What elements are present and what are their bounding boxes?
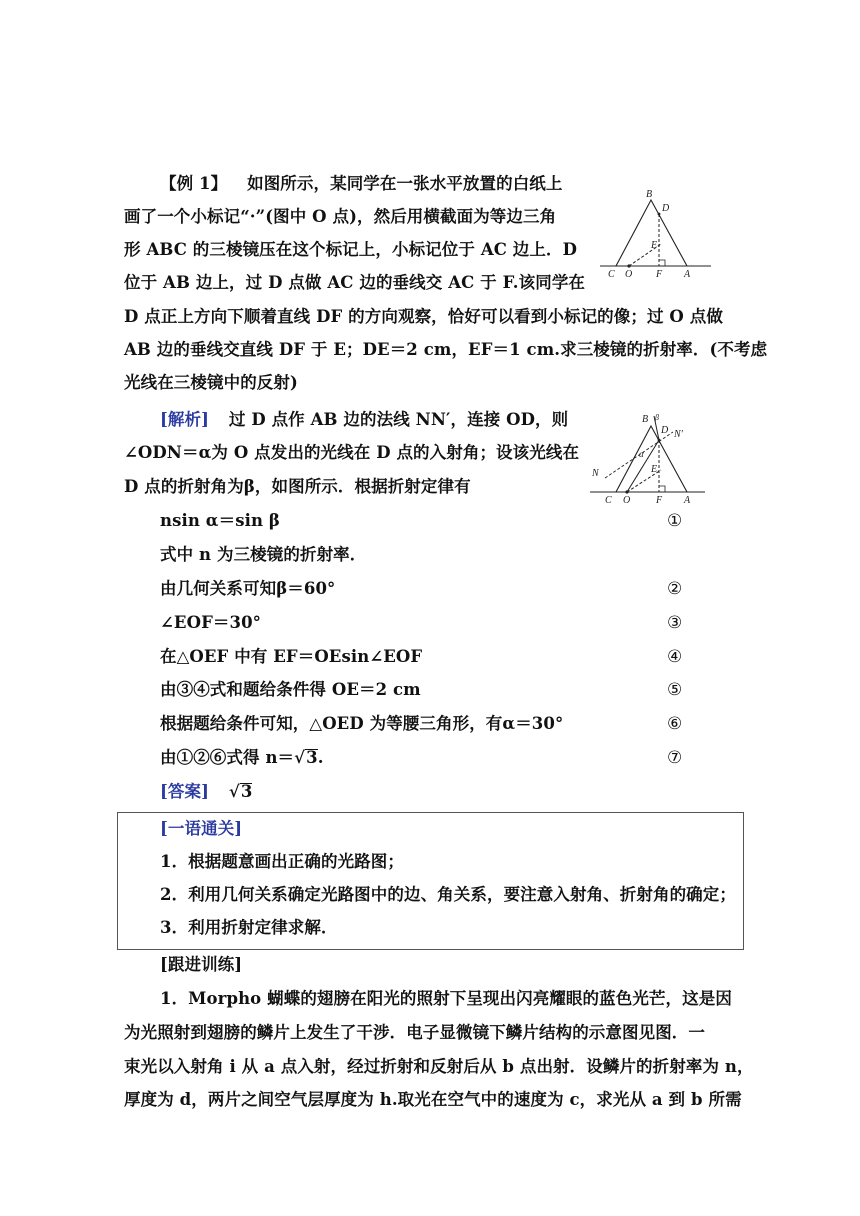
fig2-label-alpha: α <box>639 449 644 459</box>
summary-item-1: 1．根据题意画出正确的光路图； <box>160 852 404 871</box>
practice-line-4: 厚度为 d，两片之间空气层厚度为 h.取光在空气中的速度为 c，求光从 a 到 b 所需 <box>124 1090 742 1109</box>
answer-sqrt-symbol: √ <box>228 782 240 801</box>
example-line-7: 光线在三棱镜中的反射) <box>124 373 298 392</box>
equation-4: ∠EOF＝30° <box>160 613 262 632</box>
fig2-label-F: F <box>656 495 663 506</box>
solution-text: 过 D 点作 AB 边的法线 NN′，连接 OD，则 <box>228 410 569 429</box>
fig2-label-beta: β <box>655 413 659 422</box>
equation-2: 式中 n 为三棱镜的折射率． <box>160 545 367 564</box>
equation-5-number: ④ <box>667 647 683 667</box>
fig1-label-C: C <box>608 269 615 280</box>
equation-3-number: ② <box>667 579 683 599</box>
fig2-label-C: C <box>605 495 612 506</box>
sqrt-symbol: √ <box>294 748 306 767</box>
example-line-4: 位于 AB 边上，过 D 点做 AC 边的垂线交 AC 于 F.该同学在 <box>124 273 586 292</box>
fig1-label-F: F <box>656 269 663 280</box>
equation-1-number: ① <box>667 511 683 531</box>
example-tag: 【例 1】 <box>160 174 228 193</box>
solution-line-1 <box>160 408 568 432</box>
equation-6-number: ⑤ <box>667 680 683 700</box>
fig2-label-B: B <box>642 414 649 425</box>
example-line-1 <box>160 172 563 196</box>
equation-8-text: 由①②⑥式得 n＝ <box>160 748 295 767</box>
example-line-3: 形 ABC 的三棱镜压在这个标记上，小标记位于 AC 边上．D <box>124 240 578 259</box>
summary-item-3: 3．利用折射定律求解． <box>160 918 338 937</box>
equation-8 <box>160 746 324 770</box>
equation-3: 由几何关系可知β＝60° <box>160 579 336 598</box>
practice-line-2: 为光照射到翅膀的鳞片上发生了干涉．电子显微镜下鳞片结构的示意图见图．一 <box>124 1023 705 1042</box>
practice-line-1: 1．Morpho 蝴蝶的翅膀在阳光的照射下呈现出闪亮耀眼的蓝色光芒，这是因 <box>160 989 732 1008</box>
solution-line-2: ∠ODN＝α为 O 点发出的光线在 D 点的入射角；设该光线在 <box>124 443 580 462</box>
answer-value: 3 <box>240 782 253 801</box>
example-line-5: D 点正上方向下顺着直线 DF 的方向观察，恰好可以看到小标记的像；过 O 点做 <box>124 307 723 326</box>
fig2-label-A: A <box>684 495 691 506</box>
example-text: 如图所示，某同学在一张水平放置的白纸上 <box>247 174 563 193</box>
equation-7-number: ⑥ <box>667 714 683 734</box>
fig1-label-A: A <box>684 269 691 280</box>
prism-figure-2 <box>585 408 710 508</box>
example-line-2: 画了一个小标记“·”(图中 O 点)，然后用横截面为等边三角 <box>124 207 557 226</box>
equation-7: 根据题给条件可知，△OED 为等腰三角形，有α＝30° <box>160 714 564 733</box>
practice-line-3: 束光以入射角 i 从 a 点入射，经过折射和反射后从 b 点出射．设鳞片的折射率为 n， <box>124 1057 754 1076</box>
fig2-label-N-prime: N′ <box>674 429 683 440</box>
answer-line <box>160 780 252 804</box>
fig1-label-E: E <box>651 240 658 251</box>
fig2-label-N: N <box>592 468 599 479</box>
fig1-label-D: D <box>662 203 670 214</box>
answer-tag: [答案] <box>160 782 210 801</box>
equation-5: 在△OEF 中有 EF＝OEsin∠EOF <box>160 647 423 666</box>
fig2-label-O: O <box>623 495 631 506</box>
equation-1: nsin α＝sin β <box>160 511 280 530</box>
solution-line-3: D 点的折射角为β，如图所示．根据折射定律有 <box>124 477 471 496</box>
fig2-label-D: D <box>661 425 669 436</box>
practice-tag: [跟进训练] <box>160 955 243 974</box>
summary-tag: [一语通关] <box>160 819 243 838</box>
prism-figure-1 <box>595 180 715 282</box>
solution-tag: [解析] <box>160 410 210 429</box>
equation-8-number: ⑦ <box>667 748 683 768</box>
equation-8-end: . <box>317 748 324 767</box>
equation-4-number: ③ <box>667 613 683 633</box>
equation-8-radicand: 3 <box>306 748 318 767</box>
example-line-6: AB 边的垂线交直线 DF 于 E；DE＝2 cm，EF＝1 cm.求三棱镜的折射率．(不考虑 <box>124 340 768 359</box>
fig1-label-O: O <box>625 269 633 280</box>
fig1-label-B: B <box>646 189 653 200</box>
equation-6: 由③④式和题给条件得 OE＝2 cm <box>160 680 421 699</box>
summary-item-2: 2．利用几何关系确定光路图中的边、角关系，要注意入射角、折射角的确定； <box>160 885 736 904</box>
fig2-label-E: E <box>651 464 658 475</box>
